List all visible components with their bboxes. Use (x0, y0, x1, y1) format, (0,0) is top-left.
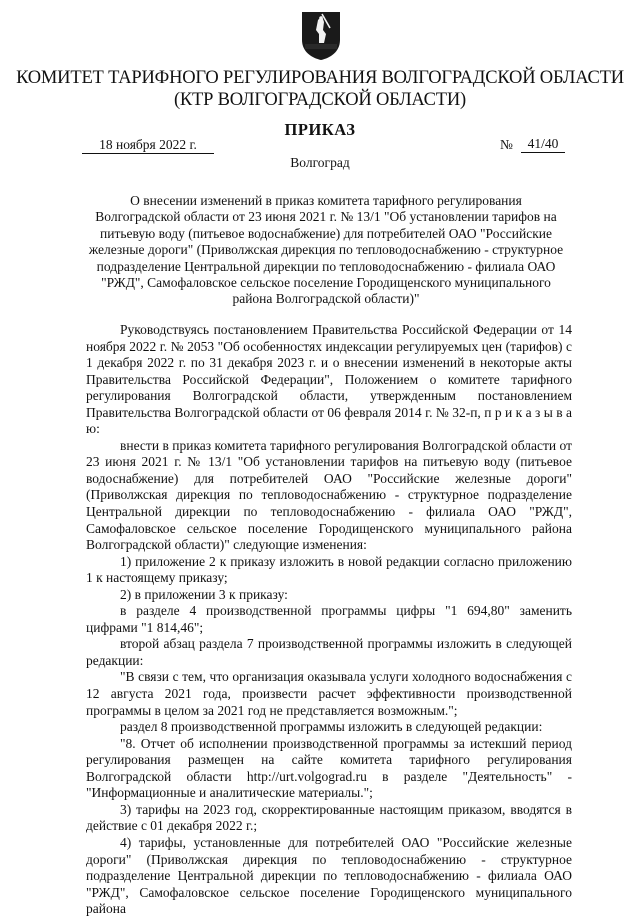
paragraph: 1) приложение 2 к приказу изложить в новой редакции согласно приложению 1 к настоящему приказу; (86, 553, 572, 586)
document-body (86, 322, 572, 918)
paragraph: Руководствуясь постановлением Правительства Российской Федерации от 14 ноября 2022 г. № 2053 "Об особенностях индексации регулируемых цен (тарифов) с 1 декабря 2022 г. по 31 декабря 2023 г. и о внесении изменений в некоторые акты Правительства Российской Федерации", Положением о комитете тарифного регулирования Волгоградской области, утвержденным постановлением Правительства Волгоградской области от 06 февраля 2014 г. № 32-п, п р и к а з ы в а ю: (86, 322, 572, 437)
paragraph: "В связи с тем, что организация оказывала услуги холодного водоснабжения с 12 августа 2021 года, произвести расчет эффективности производственной программы в целом за 2021 год не представляется возможным."; (86, 669, 572, 718)
document-city: Волгоград (290, 155, 350, 170)
organization-abbreviation: (КТР ВОЛГОГРАДСКОЙ ОБЛАСТИ) (173, 90, 467, 110)
paragraph: 3) тарифы на 2023 год, скорректированные настоящим приказом, вводятся в действие с 01 декабря 2022 г.; (86, 801, 572, 834)
paragraph: 4) тарифы, установленные для потребителей ОАО "Российские железные дороги" (Приволжская дирекция по тепловодоснабжению - структурное подразделение Центральной дирекции по тепловодоснабжению - филиала ОАО "РЖД", Самофаловское сельское поселение Городищенского муниципального района (86, 834, 572, 917)
paragraph: в разделе 4 производственной программы цифры "1 694,80" заменить цифрами "1 814,46"; (86, 603, 572, 635)
paragraph: 2) в приложении 3 к приказу: (120, 586, 288, 602)
document-number: 41/40 (521, 136, 565, 153)
document-subject: О внесении изменений в приказ комитета тарифного регулирования Волгоградской области от 23 июня 2021 г. № 13/1 "Об установлении тарифов на питьевую воду (питьевое водоснабжение) для потребителей ОАО "Российские железные дороги" (Приволжская дирекция по тепловодоснабжению - структурное подразделение Центральной дирекции по тепловодоснабжению - филиала ОАО "РЖД", Самофаловское сельское поселение Городищенского муниципального района Волгоградской области)" (88, 193, 564, 307)
paragraph: "8. Отчет об исполнении производственной программы за истекший период регулирования размещен на сайте комитета тарифного регулирования Волгоградской области http://urt.volgograd.ru в разделе "Деятельность" - "Информационные и аналитические материалы."; (86, 735, 572, 801)
volgograd-coat-of-arms-icon (300, 10, 342, 62)
organization-name: КОМИТЕТ ТАРИФНОГО РЕГУЛИРОВАНИЯ ВОЛГОГРАДСКОЙ ОБЛАСТИ (16, 68, 624, 88)
document-type: ПРИКАЗ (284, 120, 356, 139)
paragraph: раздел 8 производственной программы изложить в следующей редакции: (120, 719, 543, 735)
paragraph: второй абзац раздела 7 производственной программы изложить в следующей редакции: (86, 636, 572, 668)
document-date: 18 ноября 2022 г. (82, 137, 214, 154)
document-number-label: № (500, 137, 513, 152)
paragraph: внести в приказ комитета тарифного регулирования Волгоградской области от 23 июня 2021 г. № 13/1 "Об установлении тарифов на питьевую воду (питьевое водоснабжение) для потребителей ОАО "Российские железные дороги" (Приволжская дирекция по тепловодоснабжению - структурное подразделение Центральной дирекции по тепловодоснабжению - филиала ОАО "РЖД", Самофаловское сельское поселение Городищенского муниципального района Волгоградской области)" следующие изменения: (86, 437, 572, 553)
